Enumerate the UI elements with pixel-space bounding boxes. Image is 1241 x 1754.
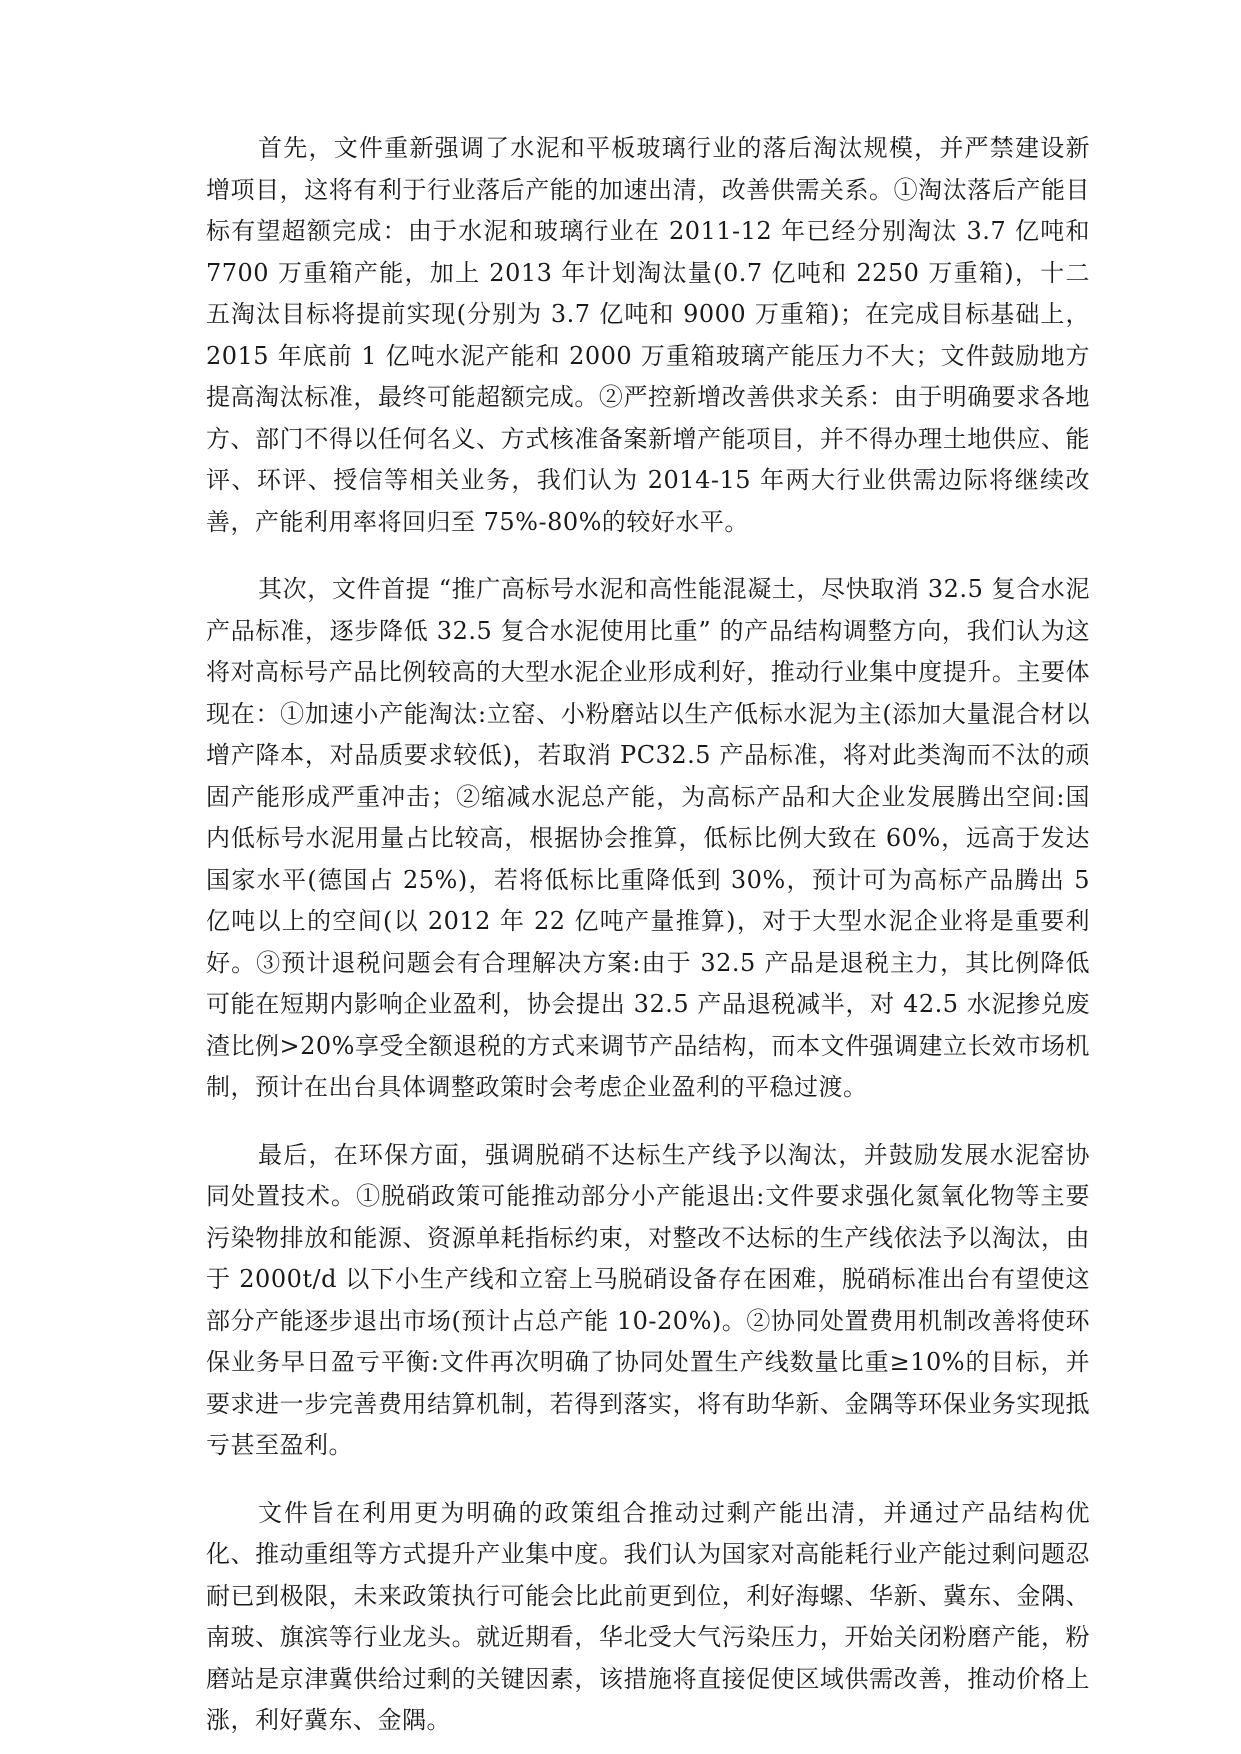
paragraph-4: 文件旨在利用更为明确的政策组合推动过剩产能出清，并通过产品结构优化、推动重组等方式提升产业集中度。我们认为国家对高能耗行业产能过剩问题忍耐已到极限，未来政策执行可能会比此前更到位，利好海螺、华新、冀东、金隅、南玻、旗滨等行业龙头。就近期看，华北受大气污染压力，开始关闭粉磨产能，粉磨站是京津冀供给过剩的关键因素，该措施将直接促使区域供需改善，推动价格上涨，利好冀东、金隅。	[206, 1498, 1090, 1734]
document-body	[206, 128, 1090, 1742]
paragraph-2: 其次，文件首提 “推广高标号水泥和高性能混凝土，尽快取消 32.5 复合水泥产品标准，逐步降低 32.5 复合水泥使用比重” 的产品结构调整方向，我们认为这将对高标号产品比例较高的大型水泥企业形成利好，推动行业集中度提升。主要体现在：①加速小产能淘汰:立窑、小粉磨站以生产低标水泥为主(添加大量混合材以增产降本，对品质要求较低)，若取消 PC32.5 产品标准，将对此类淘而不汰的顽固产能形成严重冲击；②缩减水泥总产能，为高标产品和大企业发展腾出空间:国内低标号水泥用量占比较高，根据协会推算，低标比例大致在 60%，远高于发达国家水平(德国占 25%)，若将低标比重降低到 30%，预计可为高标产品腾出 5 亿吨以上的空间(以 2012 年 22 亿吨产量推算)，对于大型水泥企业将是重要利好。③预计退税问题会有合理解决方案:由于 32.5 产品是退税主力，其比例降低可能在短期内影响企业盈利，协会提出 32.5 产品退税减半，对 42.5 水泥掺兑废渣比例>20%享受全额退税的方式来调节产品结构，而本文件强调建立长效市场机制，预计在出台具体调整政策时会考虑企业盈利的平稳过渡。	[206, 575, 1090, 1101]
paragraph-3: 最后，在环保方面，强调脱硝不达标生产线予以淘汰，并鼓励发展水泥窑协同处置技术。①脱硝政策可能推动部分小产能退出:文件要求强化氮氧化物等主要污染物排放和能源、资源单耗指标约束，对整改不达标的生产线依法予以淘汰，由于 2000t/d 以下小生产线和立窑上马脱硝设备存在困难，脱硝标准出台有望使这部分产能逐步退出市场(预计占总产能 10-20%)。②协同处置费用机制改善将使环保业务早日盈亏平衡:文件再次明确了协同处置生产线数量比重≥10%的目标，并要求进一步完善费用结算机制，若得到落实，将有助华新、金隅等环保业务实现抵亏甚至盈利。	[206, 1140, 1090, 1459]
paragraph-1: 首先，文件重新强调了水泥和平板玻璃行业的落后淘汰规模，并严禁建设新增项目，这将有利于行业落后产能的加速出清，改善供需关系。①淘汰落后产能目标有望超额完成：由于水泥和玻璃行业在 2011-12 年已经分别淘汰 3.7 亿吨和 7700 万重箱产能，加上 2013 年计划淘汰量(0.7 亿吨和 2250 万重箱)，十二五淘汰目标将提前实现(分别为 3.7 亿吨和 9000 万重箱)；在完成目标基础上，2015 年底前 1 亿吨水泥产能和 2000 万重箱玻璃产能压力不大；文件鼓励地方提高淘汰标准，最终可能超额完成。②严控新增改善供求关系：由于明确要求各地方、部门不得以任何名义、方式核准备案新增产能项目，并不得办理土地供应、能评、环评、授信等相关业务，我们认为 2014-15 年两大行业供需边际将继续改善，产能利用率将回归至 75%-80%的较好水平。	[206, 134, 1090, 536]
